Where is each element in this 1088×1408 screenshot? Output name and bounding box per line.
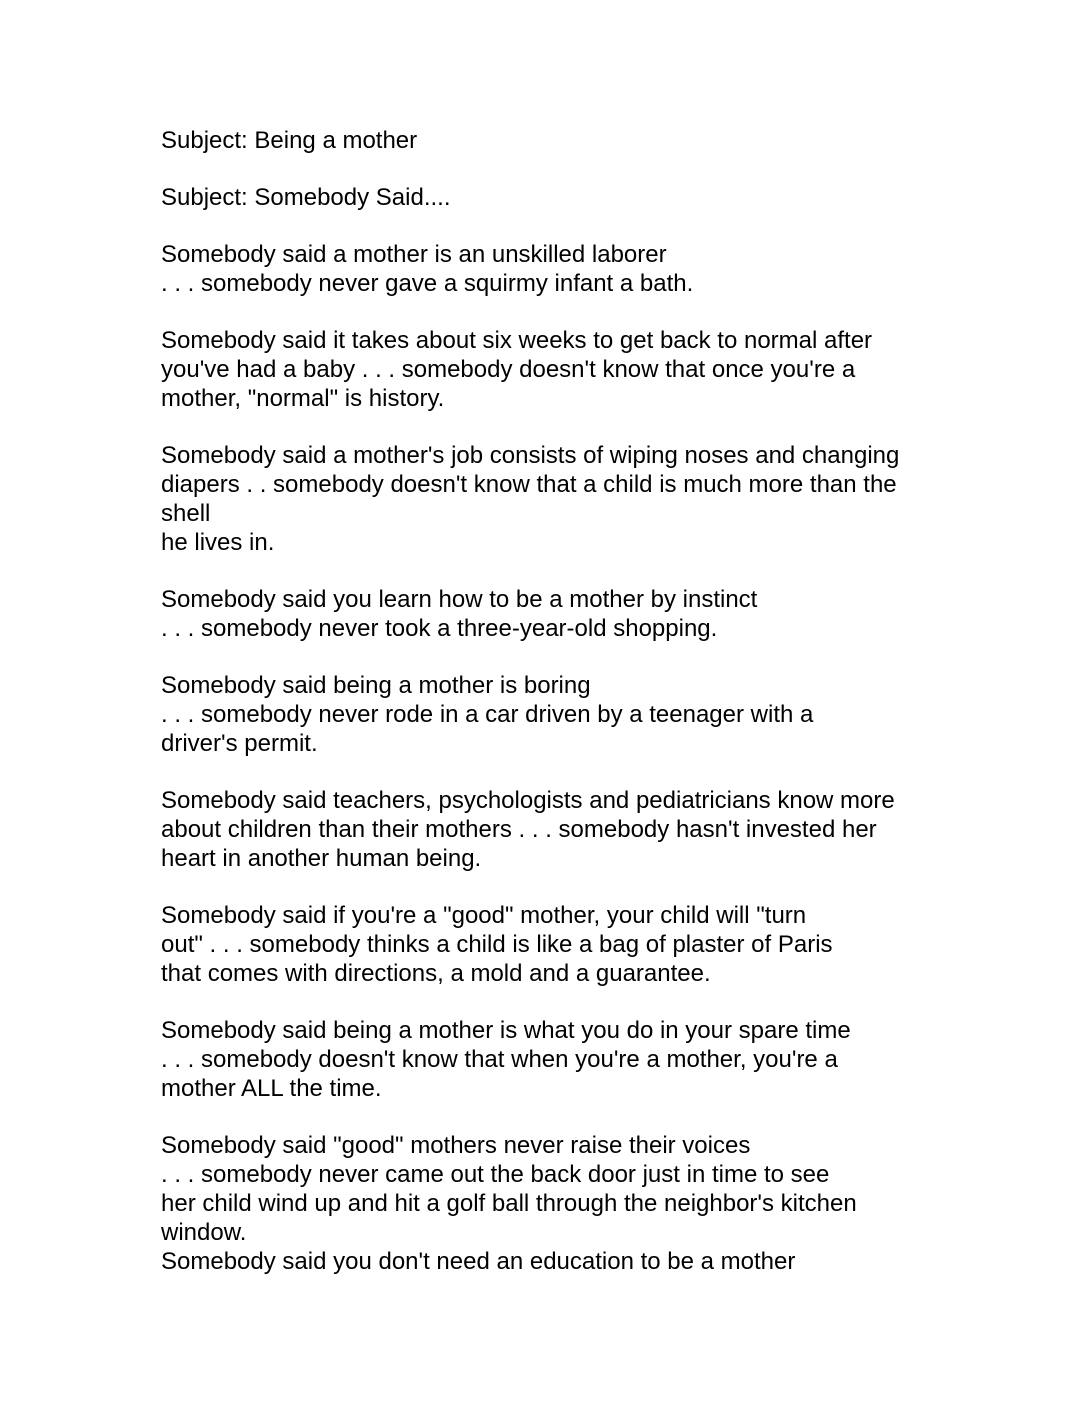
text-line: window.	[161, 1219, 247, 1246]
paragraph	[161, 1131, 1041, 1247]
document-body	[161, 126, 1041, 1304]
text-line: . . . somebody doesn't know that when you're a mother, you're a	[161, 1046, 838, 1073]
text-line: heart in another human being.	[161, 845, 482, 872]
paragraph	[161, 326, 1041, 413]
text-line: Somebody said being a mother is boring	[161, 672, 591, 699]
text-line: Somebody said it takes about six weeks to get back to normal after	[161, 327, 873, 354]
subject-line	[161, 126, 1041, 155]
text-line: Somebody said "good" mothers never raise their voices	[161, 1132, 751, 1159]
text-line: Somebody said being a mother is what you do in your spare time	[161, 1017, 851, 1044]
text-line: about children than their mothers . . . somebody hasn't invested her	[161, 816, 877, 843]
text-line: her child wind up and hit a golf ball through the neighbor's kitchen	[161, 1190, 857, 1217]
text-line: . . . somebody never rode in a car driven by a teenager with a	[161, 701, 814, 728]
text-line: Somebody said a mother is an unskilled laborer	[161, 241, 667, 268]
text-line: Subject: Being a mother	[161, 127, 418, 154]
paragraph	[161, 786, 1041, 873]
text-line: that comes with directions, a mold and a guarantee.	[161, 960, 711, 987]
text-line: out" . . . somebody thinks a child is like a bag of plaster of Paris	[161, 931, 833, 958]
text-line: Somebody said if you're a "good" mother, your child will "turn	[161, 902, 807, 929]
text-line: Somebody said a mother's job consists of wiping noses and changing	[161, 442, 900, 469]
paragraph	[161, 441, 1041, 557]
text-line: he lives in.	[161, 529, 275, 556]
text-line: . . . somebody never came out the back door just in time to see	[161, 1161, 830, 1188]
paragraph	[161, 671, 1041, 758]
paragraph	[161, 1016, 1041, 1103]
paragraph	[161, 585, 1041, 643]
text-line: mother, "normal" is history.	[161, 385, 445, 412]
paragraph	[161, 1247, 1041, 1276]
text-line: Somebody said you don't need an education to be a mother	[161, 1248, 796, 1275]
paragraph	[161, 240, 1041, 298]
text-line: driver's permit.	[161, 730, 318, 757]
text-line: . . . somebody never gave a squirmy infant a bath.	[161, 270, 694, 297]
text-line: . . . somebody never took a three-year-old shopping.	[161, 615, 718, 642]
text-line: Somebody said you learn how to be a mother by instinct	[161, 586, 758, 613]
text-line: shell	[161, 500, 211, 527]
text-line: mother ALL the time.	[161, 1075, 382, 1102]
text-line: Somebody said teachers, psychologists and pediatricians know more	[161, 787, 895, 814]
subject-line	[161, 183, 1041, 212]
paragraph	[161, 901, 1041, 988]
text-line: diapers . . somebody doesn't know that a child is much more than the	[161, 471, 897, 498]
text-line: Subject: Somebody Said....	[161, 184, 451, 211]
text-line: you've had a baby . . . somebody doesn't know that once you're a	[161, 356, 856, 383]
